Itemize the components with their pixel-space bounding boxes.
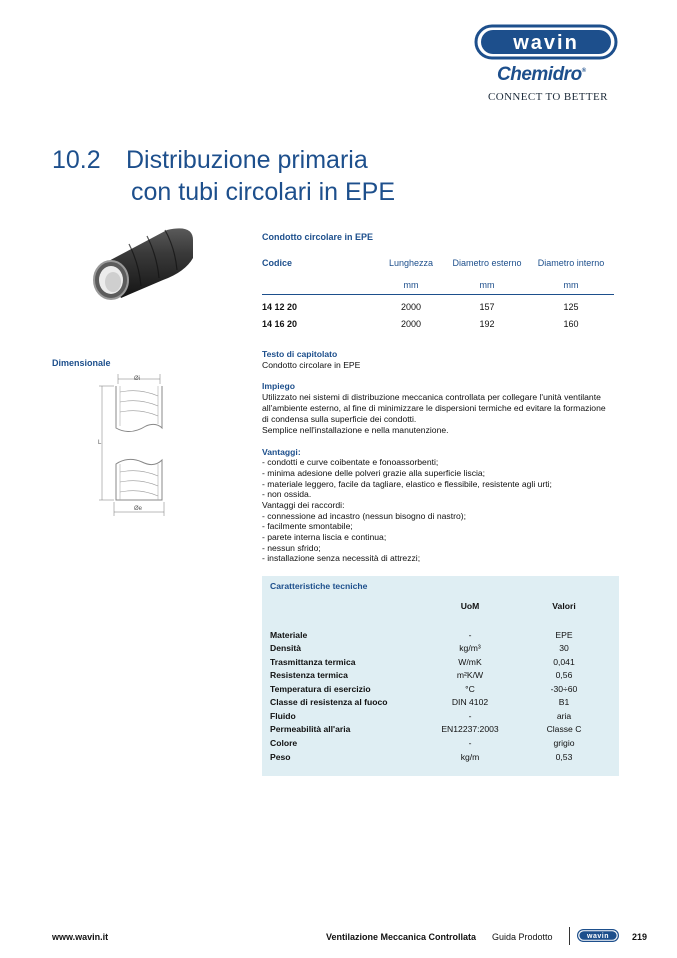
tech-row-value: EPE [555,630,573,640]
advantage-line: - installazione senza necessità di attrezzi; [262,553,421,563]
tech-row-uom: m²K/W [456,670,484,680]
header-length: Lunghezza [388,258,434,268]
unit-outer-diameter: mm [479,280,495,290]
tech-row-uom: - [468,711,472,721]
table-row-length: 2000 [400,319,422,329]
header-outer-diameter: Diametro esterno [452,258,522,268]
header-code: Codice [262,258,293,268]
spec-heading: Testo di capitolato [262,349,338,359]
tech-header-uom: UoM [460,601,480,611]
tech-row-value: aria [556,711,572,721]
table-row-length: 2000 [400,302,422,312]
table-divider [262,294,614,295]
tech-row-property: Trasmittanza termica [270,657,356,667]
chemidro-logo: Chemidro® [497,64,586,85]
use-line: all'ambiente esterno, al fine di minimizzare le dispersioni termiche ed evitare la formazione [262,403,606,413]
tech-row-uom: - [468,630,472,640]
table-row-code: 14 16 20 [262,319,298,329]
svg-text:wavin: wavin [587,933,609,941]
dimensional-drawing [98,372,180,520]
page-title-line-1: Distribuzione primaria [126,146,368,174]
tech-row-property: Temperatura di esercizio [270,684,371,694]
tech-row-uom: DIN 4102 [451,697,489,707]
tech-row-uom: kg/m [460,752,480,762]
tech-row-value: 30 [559,643,569,653]
advantage-line: - condotti e curve coibentate e fonoassorbenti; [262,457,439,467]
unit-inner-diameter: mm [563,280,579,290]
tech-row-value: 0,041 [553,657,575,667]
advantage-line: - parete interna liscia e continua; [262,532,387,542]
footer-subtitle: Guida Prodotto [492,932,553,942]
svg-text:Øi: Øi [134,376,140,382]
product-table-title: Condotto circolare in EPE [262,232,374,242]
tech-row-property: Fluido [270,711,296,721]
tech-row-value: 0,56 [555,670,573,680]
advantage-line: Vantaggi dei raccordi: [262,500,345,510]
table-row-inner: 125 [563,302,579,312]
tech-row-property: Materiale [270,630,308,640]
tech-row-uom: - [468,738,472,748]
use-line: Semplice nell'installazione e nella manutenzione. [262,425,449,435]
tech-row-property: Peso [270,752,291,762]
use-heading: Impiego [262,381,295,391]
table-row-code: 14 12 20 [262,302,298,312]
unit-length: mm [403,280,419,290]
svg-text:L: L [98,440,102,446]
tech-row-uom: kg/m³ [459,643,481,653]
tech-header-values: Valori [552,601,576,611]
advantages-heading: Vantaggi: [262,447,301,457]
advantage-line: - minima adesione delle polveri grazie alla superficie liscia; [262,468,486,478]
table-row-outer: 157 [479,302,495,312]
tech-row-property: Permeabilità all'aria [270,724,351,734]
tech-row-uom: °C [465,684,475,694]
svg-text:Øe: Øe [134,506,143,512]
advantage-line: - non ossida. [262,489,312,499]
header-inner-diameter: Diametro interno [537,258,605,268]
advantage-line: - materiale leggero, facile da tagliare, elastico e flessibile, resistente agli urti; [262,479,552,489]
tech-specs-title: Caratteristiche tecniche [270,581,368,591]
dimensional-label: Dimensionale [52,358,111,368]
footer-title: Ventilazione Meccanica Controllata [326,932,477,942]
pipe-photo [89,224,194,300]
use-line: di condensa sulla superficie dei condotti. [262,414,417,424]
advantage-line: - nessun sfrido; [262,543,321,553]
tech-row-value: 0,53 [555,752,573,762]
advantage-line: - facilmente smontabile; [262,521,353,531]
wavin-logo [474,24,618,60]
advantage-line: - connessione ad incastro (nessun bisogno di nastro); [262,511,466,521]
spec-text: Condotto circolare in EPE [262,360,361,370]
tech-row-value: -30÷60 [550,684,578,694]
tech-row-property: Classe di resistenza al fuoco [270,697,388,707]
tech-row-property: Colore [270,738,298,748]
tagline: CONNECT TO BETTER [488,91,608,103]
footer-divider [569,927,570,945]
tech-row-uom: EN12237:2003 [441,724,499,734]
page-title-line-2: con tubi circolari in EPE [131,178,396,206]
tech-row-value: Classe C [546,724,582,734]
tech-row-value: B1 [558,697,570,707]
table-row-inner: 160 [563,319,579,329]
footer-url: www.wavin.it [52,932,109,942]
page-number: 219 [632,932,648,942]
section-number: 10.2 [52,146,101,174]
tech-row-uom: W/mK [458,657,482,667]
tech-row-property: Densità [270,643,302,653]
use-line: Utilizzato nei sistemi di distribuzione meccanica controllata per collegare l'unità ventilante [262,392,601,402]
svg-text:wavin: wavin [513,32,579,54]
table-row-outer: 192 [479,319,495,329]
footer-wavin-logo [577,929,619,942]
tech-row-property: Resistenza termica [270,670,348,680]
tech-row-value: grigio [553,738,575,748]
